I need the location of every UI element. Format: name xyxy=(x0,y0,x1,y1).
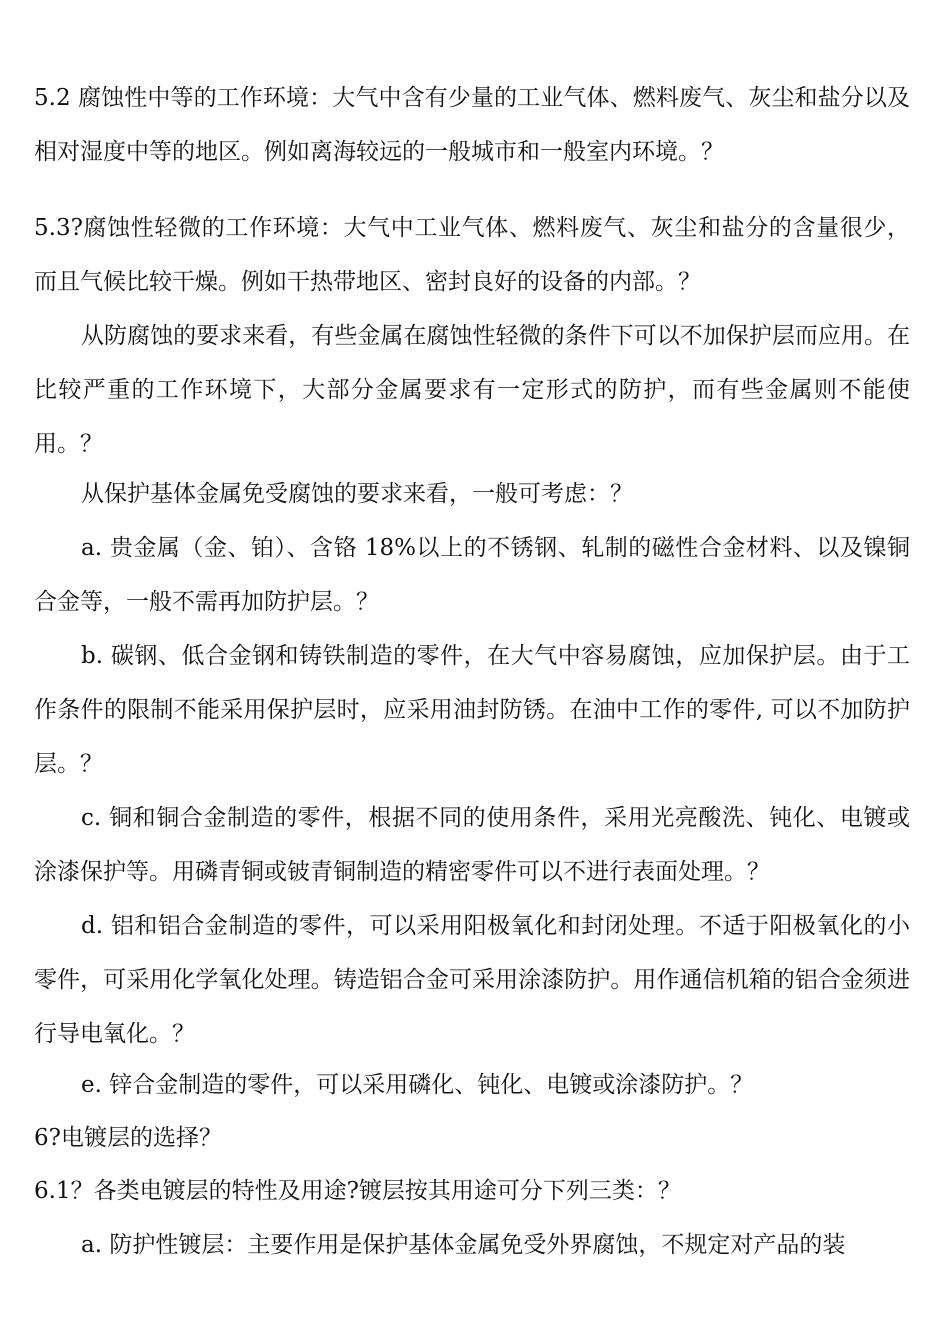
paragraph-protection-considerations: 从保护基体金属免受腐蚀的要求来看，一般可考虑：？ xyxy=(81,481,633,507)
section-heading-6-1: 6.1？各类电镀层的特性及用途?镀层按其用途可分下列三类：？ xyxy=(34,1178,681,1204)
list-item-a-protective-plating: a. 防护性镀层：主要作用是保护基体金属免受外界腐蚀，不规定对产品的装 xyxy=(81,1232,846,1258)
list-item-d-aluminum: d. 铝和铝合金制造的零件，可以采用阳极氧化和封闭处理。不适于阳极氧化的小零件，可采用化学氧化处理。铸造铝合金可采用涂漆防护。用作通信机箱的铝合金须进行导电氧化。？ xyxy=(34,913,910,1047)
list-item-b-carbon-steel: b. 碳钢、低合金钢和铸铁制造的零件，在大气中容易腐蚀，应加保护层。由于工作条件的限制不能采用保护层时，应采用油封防锈。在油中工作的零件, 可以不加防护层。？ xyxy=(34,643,910,777)
paragraph-5-2: 5.2 腐蚀性中等的工作环境：大气中含有少量的工业气体、燃料废气、灰尘和盐分以及相对湿度中等的地区。例如离海较远的一般城市和一般室内环境。？ xyxy=(34,85,910,165)
list-item-e-zinc: e. 锌合金制造的零件，可以采用磷化、钝化、电镀或涂漆防护。？ xyxy=(81,1072,754,1098)
paragraph-5-3: 5.3?腐蚀性轻微的工作环境：大气中工业气体、燃料废气、灰尘和盐分的含量很少，而且气候比较干燥。例如干热带地区、密封良好的设备的内部。？ xyxy=(34,215,910,295)
list-item-c-copper: c. 铜和铜合金制造的零件，根据不同的使用条件，采用光亮酸洗、钝化、电镀或涂漆保护等。用磷青铜或铍青铜制造的精密零件可以不进行表面处理。？ xyxy=(34,805,910,885)
list-item-a-precious-metals: a. 贵金属（金、铂）、含铬 18%以上的不锈钢、轧制的磁性合金材料、以及镍铜合金等，一般不需再加防护层。？ xyxy=(34,535,910,615)
paragraph-anticorrosion-requirements: 从防腐蚀的要求来看，有些金属在腐蚀性轻微的条件下可以不加保护层而应用。在比较严重的工作环境下，大部分金属要求有一定形式的防护，而有些金属则不能使用。？ xyxy=(34,323,910,457)
section-heading-6: 6?电镀层的选择？ xyxy=(34,1125,222,1151)
